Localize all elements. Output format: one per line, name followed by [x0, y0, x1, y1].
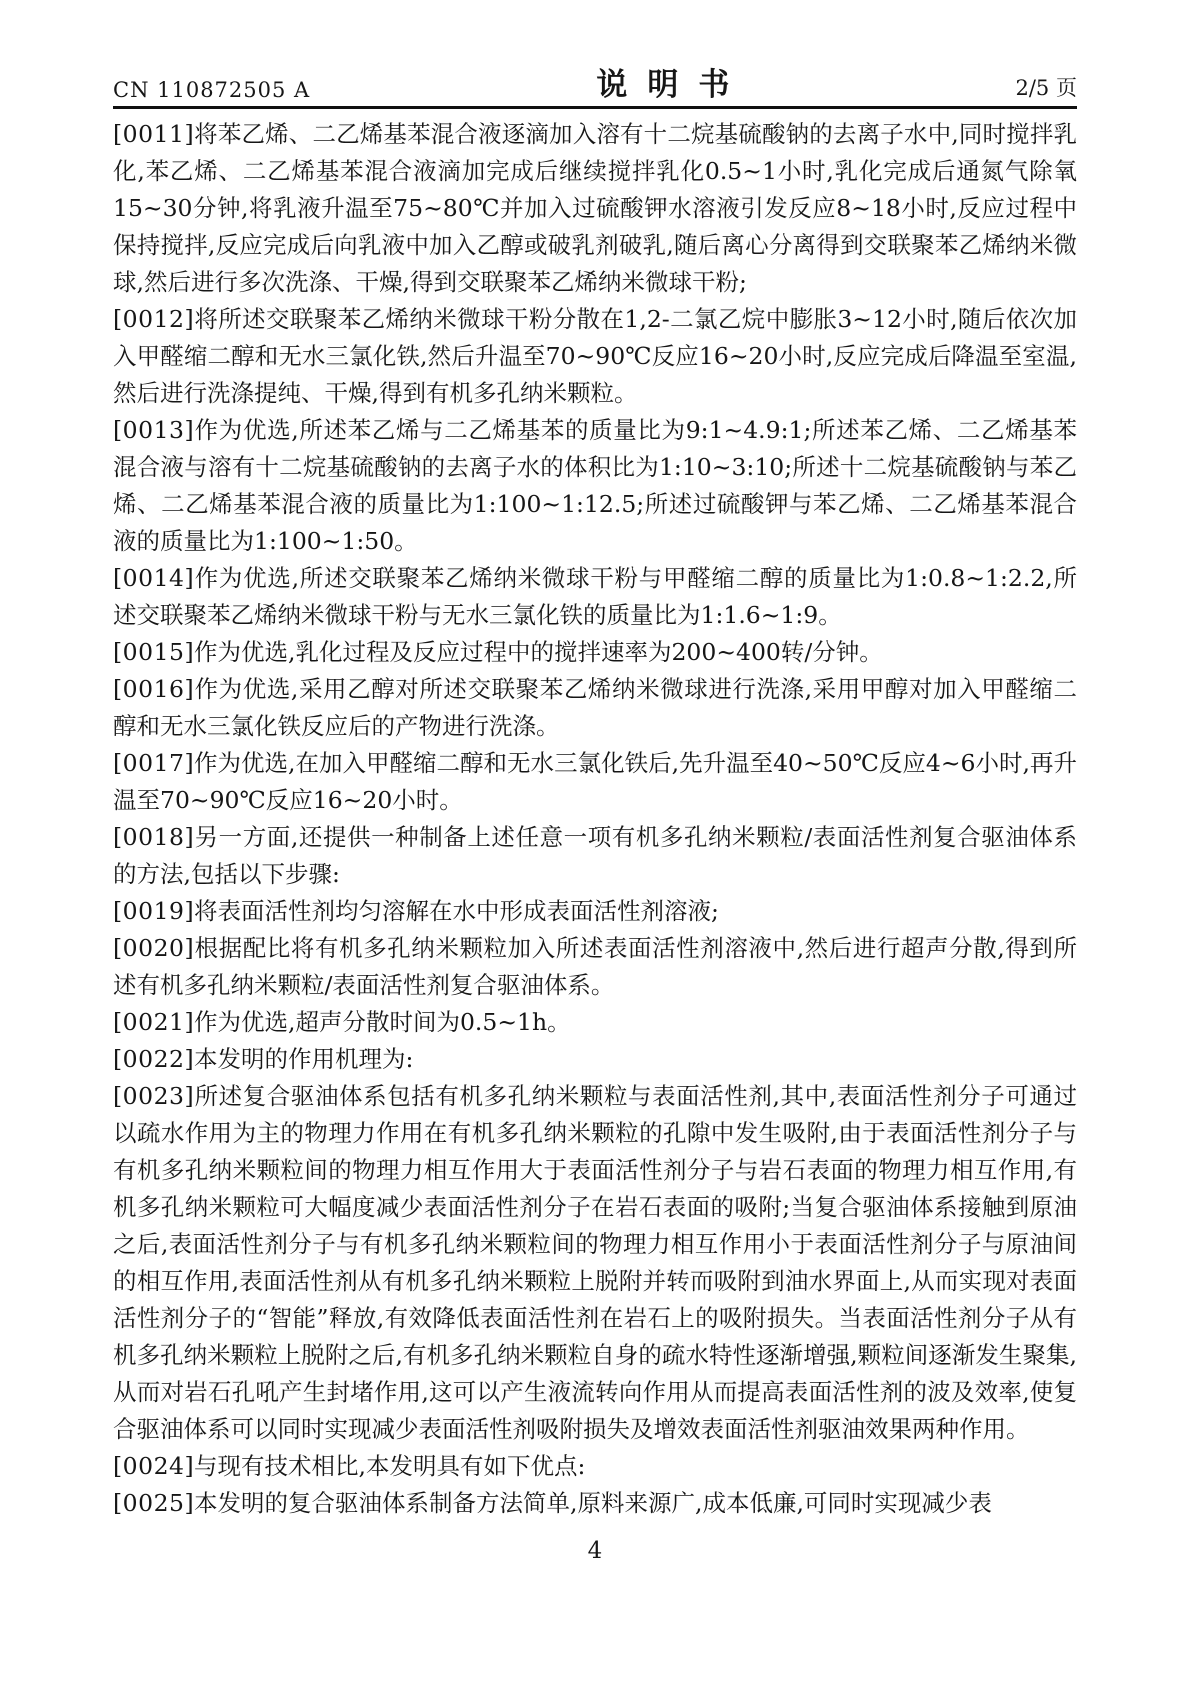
paragraph-number: [0015] — [113, 638, 195, 666]
paragraph-text: 将表面活性剂均匀溶解在水中形成表面活性剂溶液; — [194, 897, 719, 925]
paragraph — [113, 1078, 1077, 1448]
paragraph — [113, 634, 1077, 671]
paragraph-text: 将苯乙烯、二乙烯基苯混合液逐滴加入溶有十二烷基硫酸钠的去离子水中,同时搅拌乳化,苯乙烯、二乙烯基苯混合液滴加完成后继续搅拌乳化0.5~1小时,乳化完成后通氮气除氧15~30分钟,将乳液升温至75~80℃并加入过硫酸钾水溶液引发反应8~18小时,反应过程中保持搅拌,反应完成后向乳液中加入乙醇或破乳剂破乳,随后离心分离得到交联聚苯乙烯纳米微球,然后进行多次洗涤、干燥,得到交联聚苯乙烯纳米微球干粉; — [113, 120, 1077, 296]
paragraph — [113, 1485, 1077, 1522]
page-header — [113, 58, 1077, 104]
paragraph-number: [0024] — [113, 1452, 195, 1480]
paragraph-text: 作为优选,在加入甲醛缩二醇和无水三氯化铁后,先升温至40~50℃反应4~6小时,再升温至70~90℃反应16~20小时。 — [113, 749, 1077, 814]
paragraph — [113, 301, 1077, 412]
paragraph — [113, 1041, 1077, 1078]
paragraph-text: 根据配比将有机多孔纳米颗粒加入所述表面活性剂溶液中,然后进行超声分散,得到所述有机多孔纳米颗粒/表面活性剂复合驱油体系。 — [113, 934, 1077, 999]
document-number: CN 110872505 A — [113, 78, 311, 102]
paragraph — [113, 819, 1077, 893]
document-title: 说明书 — [596, 67, 750, 103]
paragraph-number: [0022] — [113, 1045, 195, 1073]
paragraph-text: 作为优选,乳化过程及反应过程中的搅拌速率为200~400转/分钟。 — [194, 638, 883, 666]
paragraph-text: 与现有技术相比,本发明具有如下优点: — [194, 1452, 586, 1480]
paragraph — [113, 1448, 1077, 1485]
paragraph-number: [0021] — [113, 1008, 195, 1036]
paragraph-number: [0014] — [113, 564, 195, 592]
paragraph-text: 本发明的作用机理为: — [194, 1045, 414, 1073]
paragraph-number: [0017] — [113, 749, 195, 777]
paragraph-number: [0023] — [113, 1082, 195, 1110]
paragraph — [113, 893, 1077, 930]
document-body — [113, 116, 1077, 1522]
page-indicator: 2/5 页 — [1015, 76, 1077, 100]
paragraph-text: 作为优选,所述交联聚苯乙烯纳米微球干粉与甲醛缩二醇的质量比为1:0.8~1:2.2,所述交联聚苯乙烯纳米微球干粉与无水三氯化铁的质量比为1:1.6~1:9。 — [113, 564, 1077, 629]
paragraph-number: [0012] — [113, 305, 195, 333]
paragraph-text: 所述复合驱油体系包括有机多孔纳米颗粒与表面活性剂,其中,表面活性剂分子可通过以疏水作用为主的物理力作用在有机多孔纳米颗粒的孔隙中发生吸附,由于表面活性剂分子与有机多孔纳米颗粒间的物理力相互作用大于表面活性剂分子与岩石表面的物理力相互作用,有机多孔纳米颗粒可大幅度减少表面活性剂分子在岩石表面的吸附;当复合驱油体系接触到原油之后,表面活性剂分子与有机多孔纳米颗粒间的物理力相互作用小于表面活性剂分子与原油间的相互作用,表面活性剂从有机多孔纳米颗粒上脱附并转而吸附到油水界面上,从而实现对表面活性剂分子的“智能”释放,有效降低表面活性剂在岩石上的吸附损失。当表面活性剂分子从有机多孔纳米颗粒上脱附之后,有机多孔纳米颗粒自身的疏水特性逐渐增强,颗粒间逐渐发生聚集,从而对岩石孔吼产生封堵作用,这可以产生液流转向作用从而提高表面活性剂的波及效率,使复合驱油体系可以同时实现减少表面活性剂吸附损失及增效表面活性剂驱油效果两种作用。 — [113, 1082, 1077, 1443]
paragraph-text: 作为优选,超声分散时间为0.5~1h。 — [194, 1008, 571, 1036]
page-number: 4 — [587, 1538, 603, 1564]
paragraph-number: [0020] — [113, 934, 195, 962]
paragraph-text: 作为优选,所述苯乙烯与二乙烯基苯的质量比为9:1~4.9:1;所述苯乙烯、二乙烯基苯混合液与溶有十二烷基硫酸钠的去离子水的体积比为1:10~3:10;所述十二烷基硫酸钠与苯乙烯、二乙烯基苯混合液的质量比为1:100~1:12.5;所述过硫酸钾与苯乙烯、二乙烯基苯混合液的质量比为1:100~1:50。 — [113, 416, 1077, 555]
paragraph — [113, 671, 1077, 745]
paragraph — [113, 930, 1077, 1004]
paragraph-number: [0016] — [113, 675, 195, 703]
paragraph — [113, 116, 1077, 301]
paragraph-text: 将所述交联聚苯乙烯纳米微球干粉分散在1,2-二氯乙烷中膨胀3~12小时,随后依次加入甲醛缩二醇和无水三氯化铁,然后升温至70~90℃反应16~20小时,反应完成后降温至室温,然后进行洗涤提纯、干燥,得到有机多孔纳米颗粒。 — [113, 305, 1077, 407]
paragraph — [113, 745, 1077, 819]
paragraph-number: [0013] — [113, 416, 195, 444]
paragraph-text: 作为优选,采用乙醇对所述交联聚苯乙烯纳米微球进行洗涤,采用甲醇对加入甲醛缩二醇和无水三氯化铁反应后的产物进行洗涤。 — [113, 675, 1077, 740]
paragraph-text: 本发明的复合驱油体系制备方法简单,原料来源广,成本低廉,可同时实现减少表 — [194, 1489, 992, 1517]
paragraph — [113, 412, 1077, 560]
paragraph-number: [0011] — [113, 120, 195, 148]
paragraph-number: [0025] — [113, 1489, 195, 1517]
paragraph — [113, 1004, 1077, 1041]
paragraph-number: [0019] — [113, 897, 195, 925]
paragraph — [113, 560, 1077, 634]
paragraph-number: [0018] — [113, 823, 195, 851]
header-divider — [113, 106, 1077, 109]
paragraph-text: 另一方面,还提供一种制备上述任意一项有机多孔纳米颗粒/表面活性剂复合驱油体系的方法,包括以下步骤: — [113, 823, 1077, 888]
